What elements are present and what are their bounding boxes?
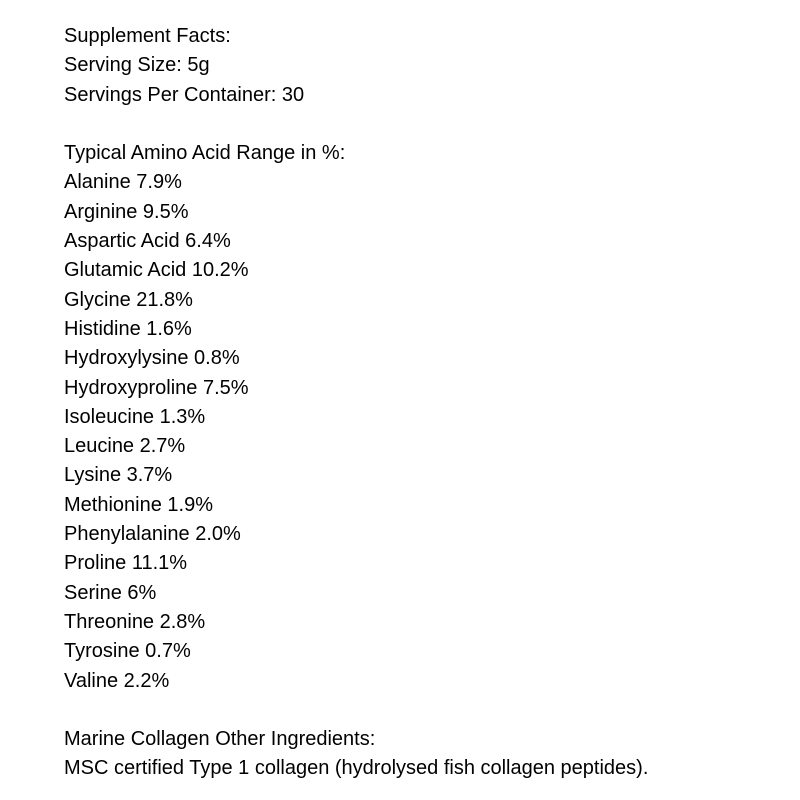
servings-per-container: Servings Per Container: 30: [64, 83, 305, 106]
other-ingredients-text: MSC certified Type 1 collagen (hydrolysed fish collagen peptides).: [64, 757, 649, 780]
supplement-facts-heading: Supplement Facts:: [64, 25, 231, 47]
other-ingredients-heading: Marine Collagen Other Ingredients:: [64, 728, 376, 751]
amino-acid-item: Tyrosine 0.7%: [64, 640, 191, 663]
amino-acid-item: Histidine 1.6%: [64, 317, 192, 340]
amino-acid-item: Glutamic Acid 10.2%: [64, 259, 249, 282]
amino-acid-item: Aspartic Acid 6.4%: [64, 230, 231, 253]
spacer: [64, 110, 648, 139]
spacer: [64, 696, 648, 725]
amino-acid-item: Isoleucine 1.3%: [64, 405, 206, 428]
amino-acid-item: Proline 11.1%: [64, 552, 188, 575]
amino-acid-item: Phenylalanine 2.0%: [64, 523, 241, 546]
amino-acid-item: Valine 2.2%: [64, 669, 170, 692]
amino-acid-item: Methionine 1.9%: [64, 493, 213, 516]
amino-acid-item: Leucine 2.7%: [64, 435, 186, 458]
amino-acid-item: Threonine 2.8%: [64, 610, 206, 633]
amino-acid-item: Serine 6%: [64, 581, 157, 604]
serving-size: Serving Size: 5g: [64, 54, 210, 77]
amino-acid-heading: Typical Amino Acid Range in %:: [64, 142, 346, 165]
amino-acid-item: Hydroxyproline 7.5%: [64, 376, 249, 399]
amino-acid-item: Lysine 3.7%: [64, 464, 173, 487]
amino-acid-item: Alanine 7.9%: [64, 171, 182, 194]
supplement-facts-text: [64, 22, 648, 784]
amino-acid-item: Glycine 21.8%: [64, 288, 193, 311]
amino-acid-item: Arginine 9.5%: [64, 200, 189, 223]
amino-acid-item: Hydroxylysine 0.8%: [64, 347, 240, 370]
